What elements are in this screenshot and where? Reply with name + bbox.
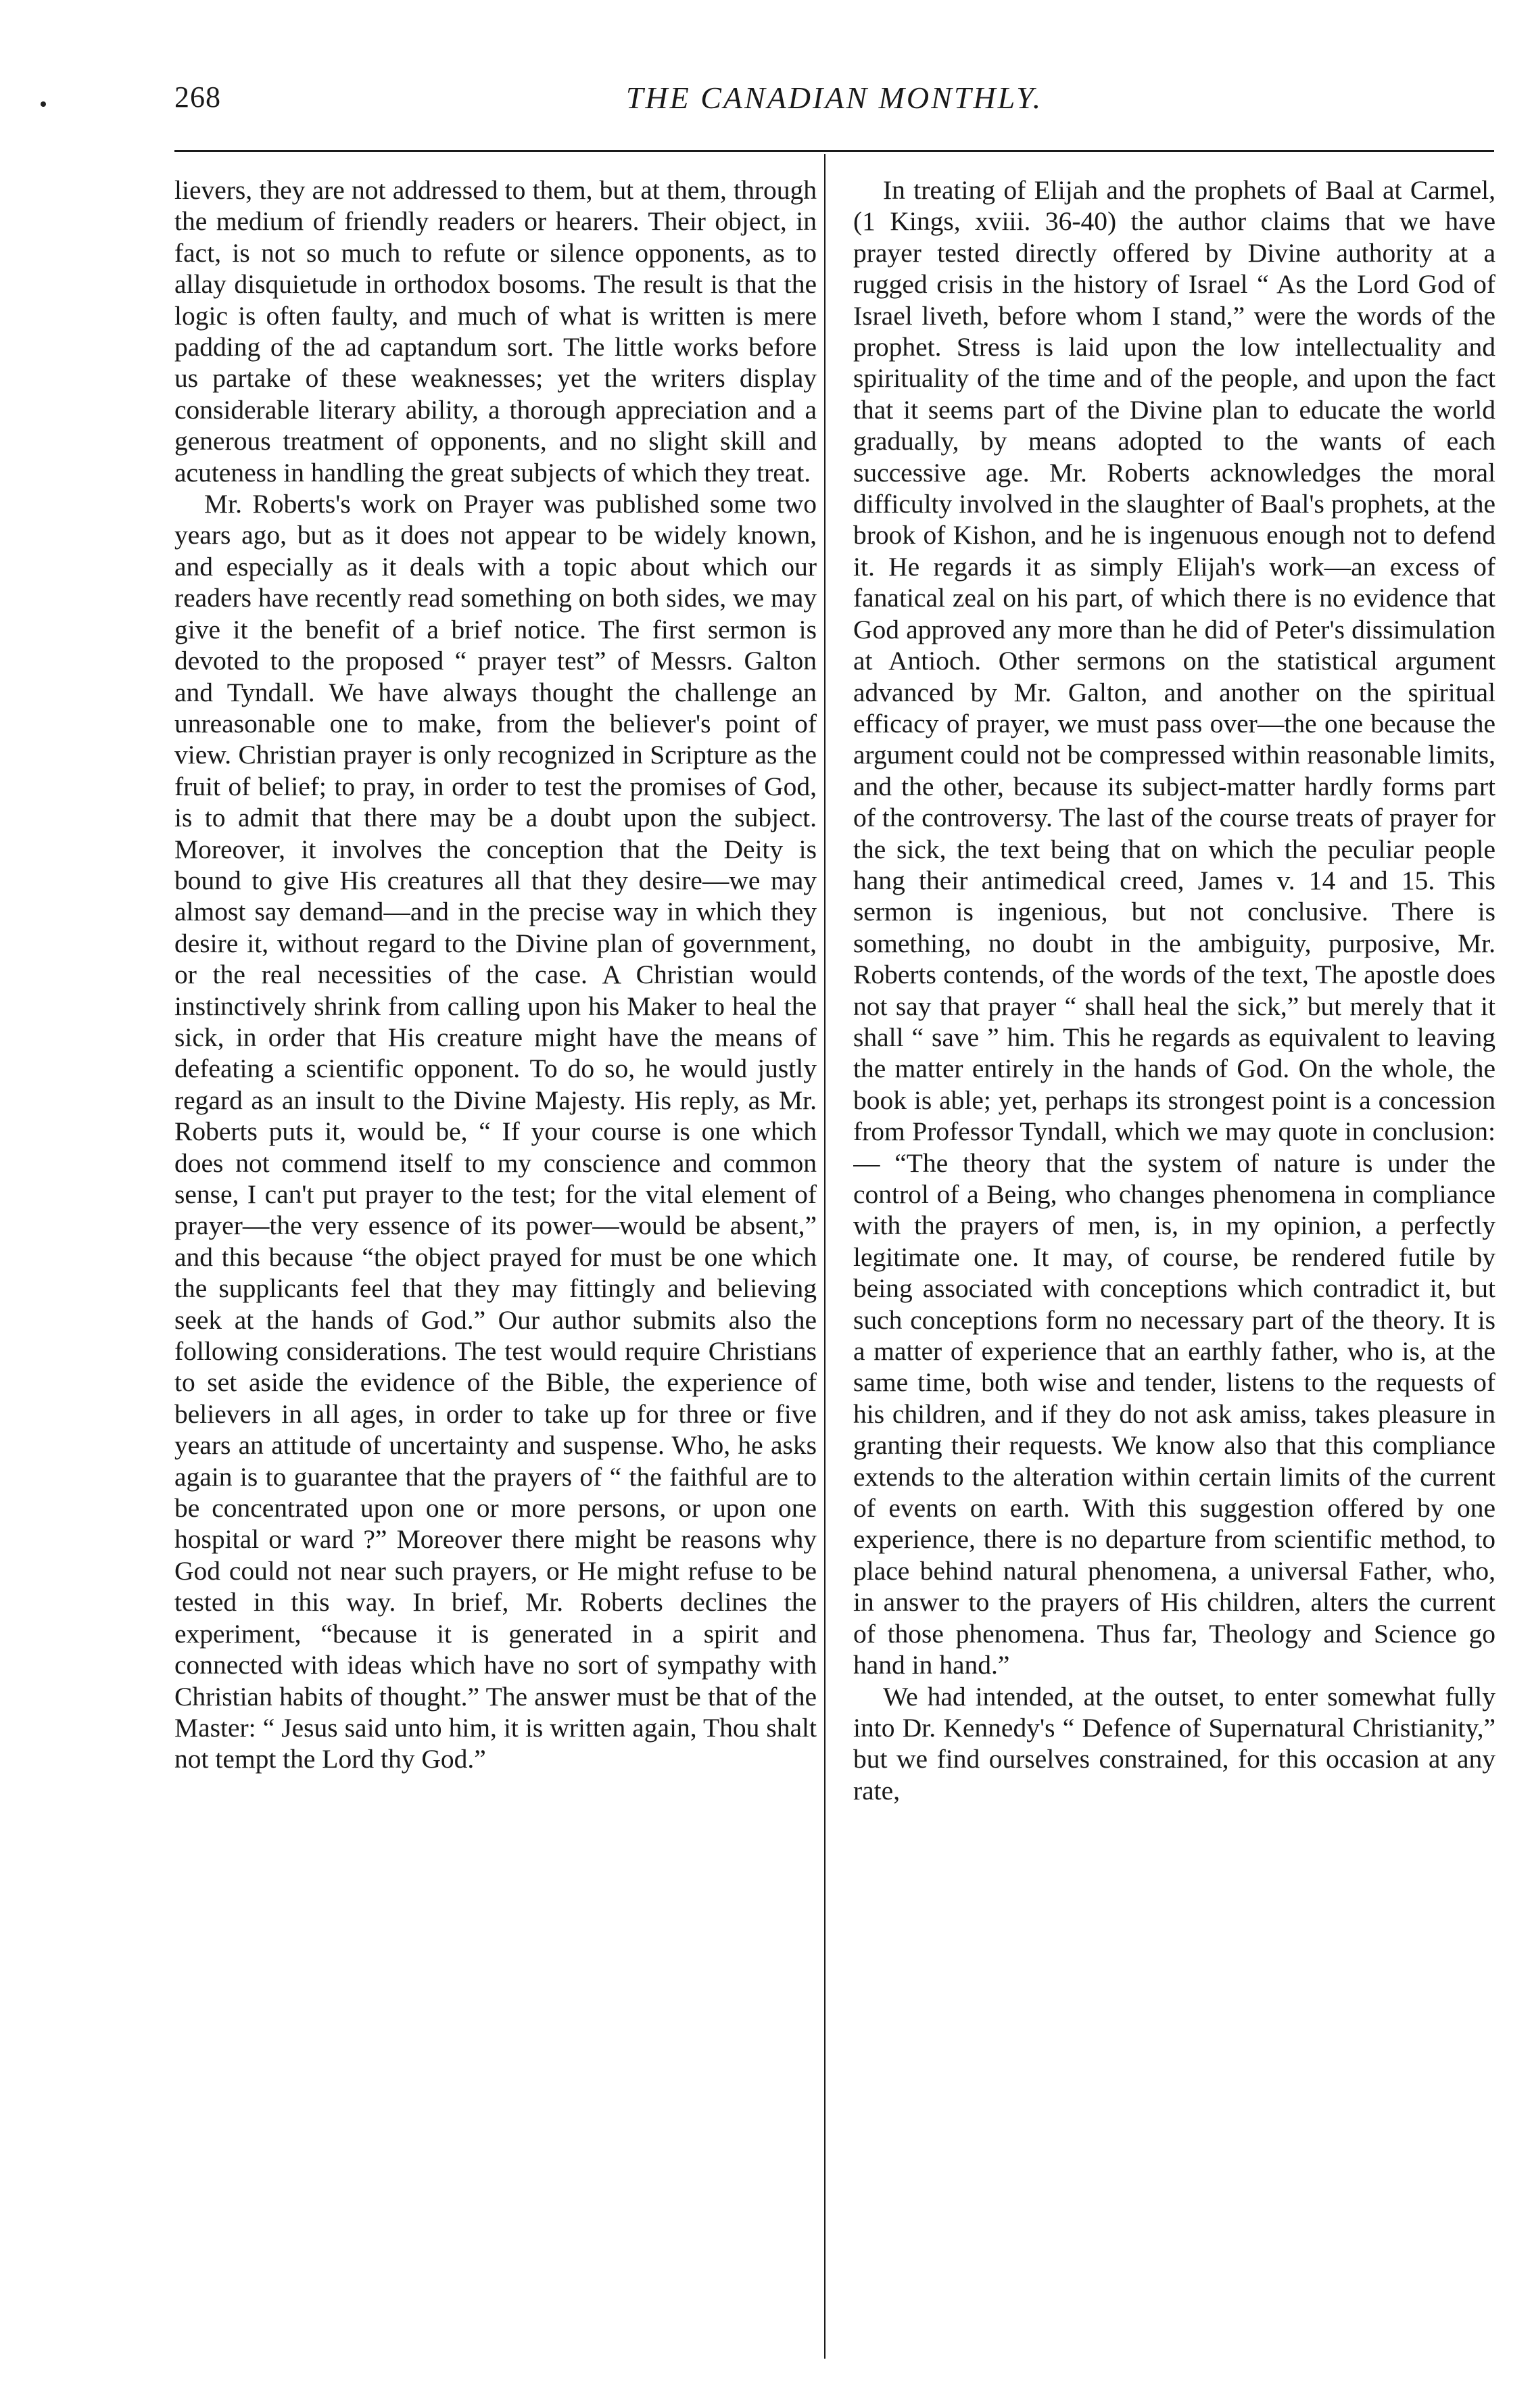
- page-number: 268: [174, 80, 221, 114]
- paragraph-continued: lievers, they are not addressed to them, but at them, through the medium of friendly readers or hearers. Their object, in fact, is not so much to refute or silence opponents, as to allay disquietude in orthodox bosoms. The result is that the logic is often faulty, and much of what is written is mere padding of the ad captandum sort. The little works before us partake of these weaknesses; yet the writers display considerable literary ability, a thorough appreciation and a generous treatment of opponents, and no slight skill and acuteness in handling the great subjects of which they treat.: [174, 175, 817, 488]
- right-column: [853, 174, 1495, 2372]
- running-header: [174, 80, 1494, 134]
- running-title: THE CANADIAN MONTHLY.: [625, 80, 1043, 115]
- left-column: [174, 174, 817, 2372]
- stray-ink-mark: [41, 101, 46, 107]
- header-rule: [174, 150, 1494, 152]
- paragraph-elijah: In treating of Elijah and the prophets of Baal at Carmel, (1 Kings, xviii. 36-40) the author claims that we have prayer tested directly offered by Divine authority at a rugged crisis in the history of Israel “ As the Lord God of Israel liveth, before whom I stand,” were the words of the prophet. Stress is laid upon the low intellectuality and spirituality of the time and of the people, and upon the fact that it seems part of the Divine plan to educate the world gradually, by means adopted to the wants of each successive age. Mr. Roberts acknowledges the moral difficulty involved in the slaughter of Baal's prophets, at the brook of Kishon, and he is ingenuous enough not to defend it. He regards it as simply Elijah's work—an excess of fanatical zeal on his part, of which there is no evidence that God approved any more than he did of Peter's dissimulation at Antioch. Other sermons on the statistical argument advanced by Mr. Galton, and another on the spiritual efficacy of prayer, we must pass over—the one because the argument could not be compressed within reasonable limits, and the other, because its subject-matter hardly forms part of the controversy. The last of the course treats of prayer for the sick, the text being that on which the peculiar people hang their antimedical creed, James v. 14 and 15. This sermon is ingenious, but not conclusive. There is something, no doubt in the ambiguity, purposive, Mr. Roberts contends, of the words of the text, The apostle does not say that prayer “ shall heal the sick,” but merely that it shall “ save ” him. This he regards as equivalent to leaving the matter entirely in the hands of God. On the whole, the book is able; yet, perhaps its strongest point is a concession from Professor Tyndall, which we may quote in conclusion:— “The theory that the system of nature is under the control of a Being, who changes phenomena in compliance with the prayers of men, is, in my opinion, a perfectly legitimate one. It may, of course, be rendered futile by being associated with conceptions which contradict it, but such conceptions form no necessary part of the theory. It is a matter of experience that an earthly father, who is, at the same time, both wise and tender, listens to the requests of his children, and if they do not ask amiss, takes pleasure in granting their requests. We know also that this compliance extends to the alteration within certain limits of the current of events on earth. With this suggestion offered by one experience, there is no departure from scientific method, to place behind natural phenomena, a universal Father, who, in answer to the prayers of His children, alters the current of those phenomena. Thus far, Theology and Science go hand in hand.”: [853, 175, 1495, 1680]
- paragraph-kennedy: We had intended, at the outset, to enter somewhat fully into Dr. Kennedy's “ Defence of Supernatural Christianity,” but we find ourselves constrained, for this occasion at any rate,: [853, 1681, 1495, 1805]
- paragraph-roberts-prayer: Mr. Roberts's work on Prayer was published some two years ago, but as it does not appear to be widely known, and especially as it deals with a topic about which our readers have recently read something on both sides, we may give it the benefit of a brief notice. The first sermon is devoted to the proposed “ prayer test” of Messrs. Galton and Tyndall. We have always thought the challenge an unreasonable one to make, from the believer's point of view. Christian prayer is only recognized in Scripture as the fruit of belief; to pray, in order to test the promises of God, is to admit that there may be a doubt upon the subject. Moreover, it involves the conception that the Deity is bound to give His creatures all that they desire—we may almost say demand—and in the precise way in which they desire it, without regard to the Divine plan of government, or the real necessities of the case. A Christian would instinctively shrink from calling upon his Maker to heal the sick, in order that His creature might have the means of defeating a scientific opponent. To do so, he would justly regard as an insult to the Divine Majesty. His reply, as Mr. Roberts puts it, would be, “ If your course is one which does not commend itself to my conscience and common sense, I can't put prayer to the test; for the vital element of prayer—the very essence of its power—would be absent,” and this because “the object prayed for must be one which the supplicants feel that they may fittingly and believing seek at the hands of God.” Our author submits also the following considerations. The test would require Christians to set aside the evidence of the Bible, the experience of believers in all ages, in order to take up for three or five years an attitude of uncertainty and suspense. Who, he asks again is to guarantee that the prayers of “ the faithful are to be concentrated upon one or more persons, or upon one hospital or ward ?” Moreover there might be reasons why God could not near such prayers, or He might refuse to be tested in this way. In brief, Mr. Roberts declines the experiment, “because it is generated in a spirit and connected with ideas which have no sort of sympathy with Christian habits of thought.” The answer must be that of the Master: “ Jesus said unto him, it is written again, Thou shalt not tempt the Lord thy God.”: [174, 489, 817, 1774]
- column-divider: [824, 154, 825, 2359]
